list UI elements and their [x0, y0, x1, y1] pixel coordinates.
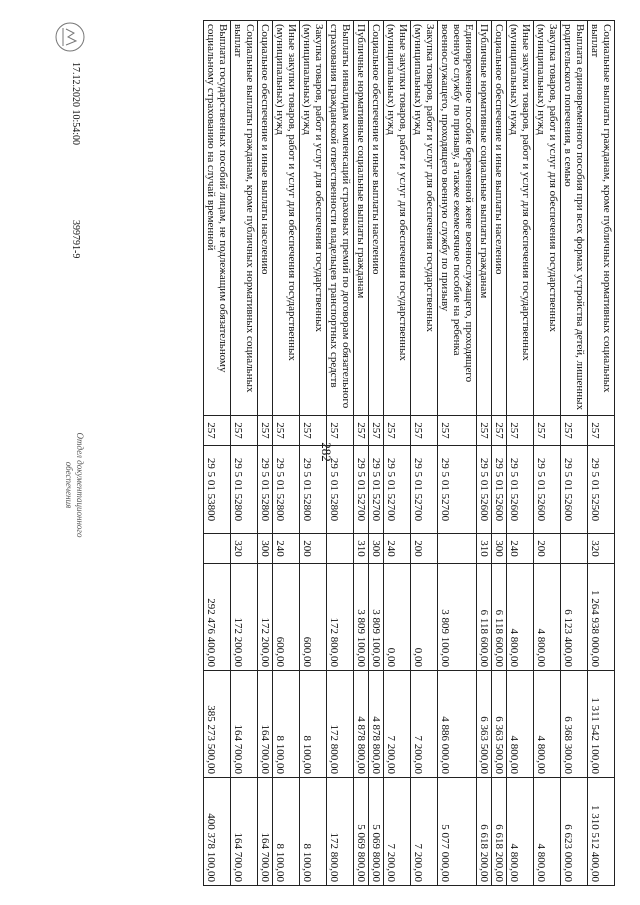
- table-row: [561, 21, 588, 886]
- row-expense-type-cell: 240: [273, 534, 300, 564]
- row-name-cell: Социальное обеспечение и иные выплаты населению: [369, 21, 384, 416]
- footer-date: 17.12.2020 10:54:00: [70, 62, 81, 146]
- row-amount-3-cell: 164 700,00: [231, 778, 258, 886]
- row-amount-3-cell: 6 618 200,00: [492, 778, 507, 886]
- row-amount-1-cell: 292 476 400,00: [204, 564, 231, 671]
- row-amount-1-cell: 6 118 600,00: [477, 564, 492, 671]
- row-amount-2-cell: 385 273 500,00: [204, 671, 231, 778]
- row-expense-type-cell: 300: [258, 534, 273, 564]
- page-footer: [25, 20, 95, 885]
- row-amount-3-cell: 4 800,00: [534, 778, 561, 886]
- row-dept-code-cell: 257: [354, 416, 369, 446]
- row-amount-1-cell: 6 123 400,00: [561, 564, 588, 671]
- row-amount-2-cell: 8 100,00: [300, 671, 327, 778]
- table-body: [204, 21, 615, 886]
- row-amount-2-cell: 4 800,00: [507, 671, 534, 778]
- row-name-cell: Публичные нормативные социальные выплаты гражданам: [477, 21, 492, 416]
- row-target-code-cell: 29 5 01 52600: [492, 446, 507, 534]
- row-name-cell: Выплаты инвалидам компенсаций страховых премий по договорам обязательного страхования гражданской ответственности владельцев транспортных средств: [327, 21, 354, 416]
- row-name-cell: Закупка товаров, работ и услуг для обеспечения государственных (муниципальных) нужд: [300, 21, 327, 416]
- row-target-code-cell: 29 5 01 53800: [204, 446, 231, 534]
- row-name-cell: Единовременное пособие беременной жене военнослужащего, проходящего военную службу по призыву, а также ежемесячное пособие на ребенка военнослужащего, проходящего военную службу по призыву: [438, 21, 477, 416]
- row-amount-1-cell: 6 118 600,00: [492, 564, 507, 671]
- row-name-cell: Иные закупки товаров, работ и услуг для обеспечения государственных (муниципальных) нужд: [273, 21, 300, 416]
- row-target-code-cell: 29 5 01 52700: [369, 446, 384, 534]
- row-target-code-cell: 29 5 01 52800: [300, 446, 327, 534]
- row-dept-code-cell: 257: [561, 416, 588, 446]
- row-expense-type-cell: 240: [384, 534, 411, 564]
- row-expense-type-cell: 300: [492, 534, 507, 564]
- row-amount-3-cell: 7 200,00: [384, 778, 411, 886]
- row-amount-1-cell: 0,00: [411, 564, 438, 671]
- row-name-cell: Иные закупки товаров, работ и услуг для обеспечения государственных (муниципальных) нужд: [384, 21, 411, 416]
- table-row: [354, 21, 369, 886]
- footer-doc-code: 399791-9: [70, 220, 81, 259]
- stamp-logo-icon: [53, 20, 87, 54]
- row-amount-3-cell: 400 378 100,00: [204, 778, 231, 886]
- row-expense-type-cell: 310: [354, 534, 369, 564]
- row-expense-type-cell: [327, 534, 354, 564]
- row-expense-type-cell: 310: [477, 534, 492, 564]
- row-target-code-cell: 29 5 01 52700: [411, 446, 438, 534]
- row-amount-3-cell: 7 200,00: [411, 778, 438, 886]
- row-amount-2-cell: 164 700,00: [258, 671, 273, 778]
- row-amount-2-cell: 164 700,00: [231, 671, 258, 778]
- row-amount-1-cell: 3 809 100,00: [438, 564, 477, 671]
- row-dept-code-cell: 257: [204, 416, 231, 446]
- table-row: [300, 21, 327, 886]
- row-amount-2-cell: 7 200,00: [411, 671, 438, 778]
- row-amount-2-cell: 7 200,00: [384, 671, 411, 778]
- table-row: [411, 21, 438, 886]
- row-dept-code-cell: 257: [477, 416, 492, 446]
- table-row: [384, 21, 411, 886]
- row-amount-1-cell: 172 800,00: [327, 564, 354, 671]
- table-row: [204, 21, 231, 886]
- row-amount-2-cell: 172 800,00: [327, 671, 354, 778]
- row-dept-code-cell: 257: [438, 416, 477, 446]
- row-target-code-cell: 29 5 01 52700: [384, 446, 411, 534]
- row-amount-1-cell: 0,00: [384, 564, 411, 671]
- row-dept-code-cell: 257: [273, 416, 300, 446]
- row-name-cell: Иные закупки товаров, работ и услуг для обеспечения государственных (муниципальных) нужд: [507, 21, 534, 416]
- row-name-cell: Социальное обеспечение и иные выплаты населению: [492, 21, 507, 416]
- table-row: [327, 21, 354, 886]
- budget-table: [203, 20, 615, 886]
- row-amount-3-cell: 5 077 000,00: [438, 778, 477, 886]
- row-dept-code-cell: 257: [231, 416, 258, 446]
- row-target-code-cell: 29 5 01 52700: [354, 446, 369, 534]
- page-number: 282: [319, 442, 334, 462]
- row-expense-type-cell: 320: [231, 534, 258, 564]
- row-amount-3-cell: 5 069 800,00: [354, 778, 369, 886]
- row-target-code-cell: 29 5 01 52800: [231, 446, 258, 534]
- table-row: [492, 21, 507, 886]
- row-amount-3-cell: 4 800,00: [507, 778, 534, 886]
- row-expense-type-cell: 200: [300, 534, 327, 564]
- row-amount-3-cell: 6 618 200,00: [477, 778, 492, 886]
- row-dept-code-cell: 257: [534, 416, 561, 446]
- row-target-code-cell: 29 5 01 52600: [507, 446, 534, 534]
- row-name-cell: Выплата единовременного пособия при всех формах устройства детей, лишенных родительского попечения, в семью: [561, 21, 588, 416]
- row-dept-code-cell: 257: [411, 416, 438, 446]
- row-target-code-cell: 29 5 01 52600: [477, 446, 492, 534]
- row-amount-1-cell: 4 800,00: [534, 564, 561, 671]
- row-amount-1-cell: 3 809 100,00: [354, 564, 369, 671]
- row-amount-3-cell: 1 310 512 400,00: [588, 778, 615, 886]
- row-amount-1-cell: 172 200,00: [231, 564, 258, 671]
- row-amount-2-cell: 6 363 500,00: [492, 671, 507, 778]
- table-row: [273, 21, 300, 886]
- row-target-code-cell: 29 5 01 52700: [438, 446, 477, 534]
- row-dept-code-cell: 257: [492, 416, 507, 446]
- row-amount-1-cell: 600,00: [273, 564, 300, 671]
- row-amount-3-cell: 8 100,00: [273, 778, 300, 886]
- row-name-cell: Закупка товаров, работ и услуг для обеспечения государственных (муниципальных) нужд: [411, 21, 438, 416]
- row-expense-type-cell: [204, 534, 231, 564]
- row-amount-2-cell: 6 368 300,00: [561, 671, 588, 778]
- row-target-code-cell: 29 5 01 52800: [327, 446, 354, 534]
- footer-department: Отдел документационного обеспечения: [64, 432, 85, 538]
- row-amount-3-cell: 5 069 800,00: [369, 778, 384, 886]
- row-dept-code-cell: 257: [507, 416, 534, 446]
- table-row: [258, 21, 273, 886]
- row-expense-type-cell: [561, 534, 588, 564]
- row-dept-code-cell: 257: [384, 416, 411, 446]
- table-row: [588, 21, 615, 886]
- table-row: [438, 21, 477, 886]
- row-name-cell: Социальные выплаты гражданам, кроме публичных нормативных социальных выплат: [588, 21, 615, 416]
- row-amount-2-cell: 8 100,00: [273, 671, 300, 778]
- row-amount-1-cell: 172 200,00: [258, 564, 273, 671]
- row-amount-2-cell: 4 878 800,00: [369, 671, 384, 778]
- table-row: [477, 21, 492, 886]
- row-name-cell: Публичные нормативные социальные выплаты гражданам: [354, 21, 369, 416]
- row-name-cell: Социальное обеспечение и иные выплаты населению: [258, 21, 273, 416]
- row-target-code-cell: 29 5 01 52800: [273, 446, 300, 534]
- row-amount-3-cell: 8 100,00: [300, 778, 327, 886]
- row-amount-2-cell: 6 363 500,00: [477, 671, 492, 778]
- row-dept-code-cell: 257: [588, 416, 615, 446]
- row-target-code-cell: 29 5 01 52500: [588, 446, 615, 534]
- row-name-cell: Социальные выплаты гражданам, кроме публичных нормативных социальных выплат: [231, 21, 258, 416]
- row-expense-type-cell: 200: [534, 534, 561, 564]
- row-expense-type-cell: 320: [588, 534, 615, 564]
- row-dept-code-cell: 257: [327, 416, 354, 446]
- row-target-code-cell: 29 5 01 52600: [561, 446, 588, 534]
- row-target-code-cell: 29 5 01 52600: [534, 446, 561, 534]
- row-amount-1-cell: 600,00: [300, 564, 327, 671]
- table-row: [534, 21, 561, 886]
- row-target-code-cell: 29 5 01 52800: [258, 446, 273, 534]
- row-amount-2-cell: 4 886 000,00: [438, 671, 477, 778]
- row-amount-3-cell: 172 800,00: [327, 778, 354, 886]
- row-expense-type-cell: [438, 534, 477, 564]
- row-name-cell: Выплата государственных пособий лицам, не подлежащим обязательному социальному страхованию на случай временной: [204, 21, 231, 416]
- row-amount-2-cell: 1 311 542 100,00: [588, 671, 615, 778]
- row-expense-type-cell: 200: [411, 534, 438, 564]
- row-amount-3-cell: 6 623 000,00: [561, 778, 588, 886]
- row-expense-type-cell: 240: [507, 534, 534, 564]
- row-amount-2-cell: 4 800,00: [534, 671, 561, 778]
- row-amount-1-cell: 3 809 100,00: [369, 564, 384, 671]
- row-name-cell: Закупка товаров, работ и услуг для обеспечения государственных (муниципальных) нужд: [534, 21, 561, 416]
- row-amount-1-cell: 4 800,00: [507, 564, 534, 671]
- table-row: [369, 21, 384, 886]
- row-dept-code-cell: 257: [258, 416, 273, 446]
- table-row: [507, 21, 534, 886]
- row-expense-type-cell: 300: [369, 534, 384, 564]
- row-dept-code-cell: 257: [369, 416, 384, 446]
- row-amount-1-cell: 1 264 938 000,00: [588, 564, 615, 671]
- row-amount-3-cell: 164 700,00: [258, 778, 273, 886]
- row-amount-2-cell: 4 878 800,00: [354, 671, 369, 778]
- table-row: [231, 21, 258, 886]
- row-dept-code-cell: 257: [300, 416, 327, 446]
